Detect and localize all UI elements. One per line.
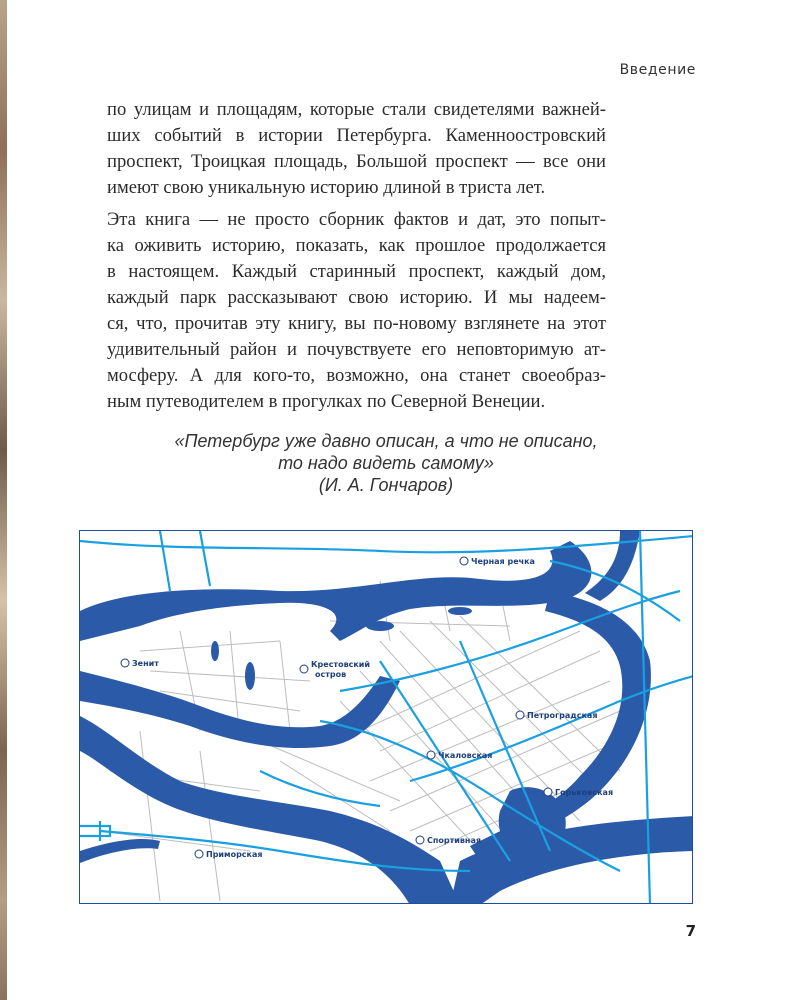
station-label: Черная речка <box>471 557 535 566</box>
page-edge-photo-strip <box>0 0 7 1000</box>
quote-author: (И. А. Гончаров) <box>318 475 454 495</box>
text-line: ным путеводителем в прогулках по Северной Венеции. <box>107 391 546 412</box>
metro-m-icon <box>121 659 129 667</box>
station-sportivnaya <box>416 836 481 845</box>
paragraph-1 <box>107 97 606 201</box>
station-label: Приморская <box>206 850 263 859</box>
page-number: 7 <box>685 922 696 940</box>
text-line: по улицам и площадям, которые стали свидетелями важней- <box>107 99 606 120</box>
station-label: Зенит <box>132 659 159 668</box>
district-map <box>79 530 693 904</box>
text-line: проспект, Троицкая площадь, Большой проспект — все они <box>107 151 606 172</box>
station-chernaya-rechka <box>460 557 535 566</box>
map-svg <box>80 531 693 904</box>
metro-m-icon <box>544 788 552 796</box>
text-line: в настоящем. Каждый старинный проспект, каждый дом, <box>107 261 606 282</box>
station-label: остров <box>315 670 347 679</box>
station-gorkovskaya <box>544 788 613 797</box>
quote-line: «Петербург уже давно описан, а что не описано, <box>174 431 598 451</box>
station-label: Горьковская <box>555 788 614 797</box>
metro-m-icon <box>195 850 203 858</box>
station-zenit <box>121 659 159 668</box>
station-label: Чкаловская <box>438 751 493 760</box>
quote-line: то надо видеть самому» <box>278 453 494 473</box>
station-label: Спортивная <box>427 836 481 845</box>
text-line: ших событий в истории Петербурга. Каменноостровский <box>107 125 606 146</box>
running-head: Введение <box>619 62 696 78</box>
text-line: ка оживить историю, показать, как прошлое продолжается <box>107 235 606 256</box>
metro-m-icon <box>300 665 308 673</box>
text-line: удивительный район и почувствуете его неповторимую ат- <box>107 339 606 360</box>
station-primorskaya <box>195 850 263 859</box>
station-chkalovskaya <box>427 751 492 760</box>
station-label: Петроградская <box>527 711 598 720</box>
text-line: мосферу. А для кого-то, возможно, она станет своеобраз- <box>107 365 606 386</box>
metro-m-icon <box>516 711 524 719</box>
text-line: Эта книга — не просто сборник фактов и дат, это попыт- <box>107 209 606 230</box>
epigraph-quote <box>80 430 692 496</box>
metro-m-icon <box>416 836 424 844</box>
water <box>80 531 693 904</box>
metro-m-icon <box>460 557 468 565</box>
text-line: ся, что, прочитав эту книгу, вы по-новому взглянете на этот <box>107 313 606 334</box>
text-line: каждый парк рассказывают свою историю. И мы надеем- <box>107 287 606 308</box>
station-label: Крестовский <box>311 660 371 669</box>
metro-m-icon <box>427 751 435 759</box>
paragraph-2 <box>107 207 606 415</box>
text-line: имеют свою уникальную историю длиной в триста лет. <box>107 177 546 198</box>
station-krestovsky-ostrov <box>300 660 370 679</box>
station-petrogradskaya <box>516 711 597 720</box>
